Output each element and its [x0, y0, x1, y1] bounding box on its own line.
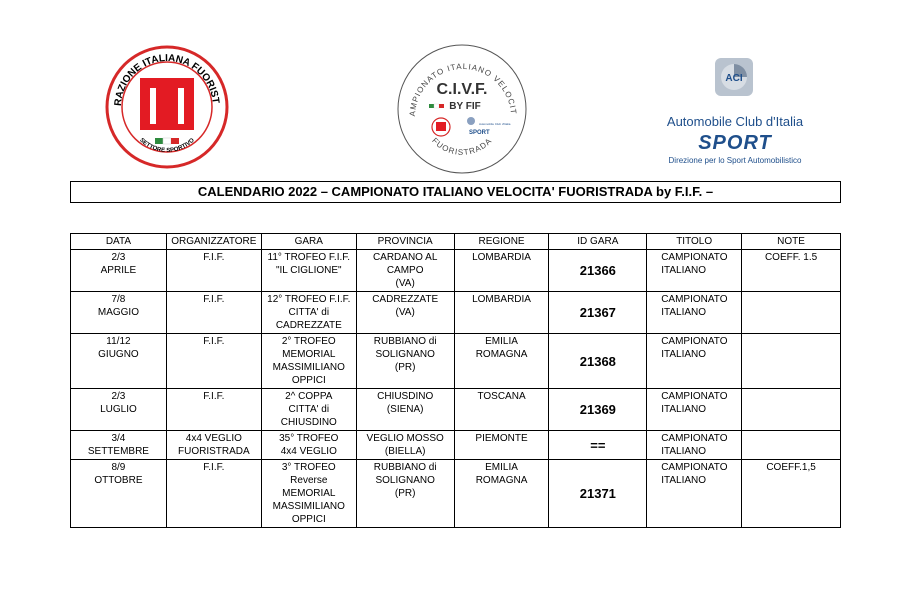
column-header: PROVINCIA — [356, 234, 454, 250]
cell-line: (BIELLA) — [384, 446, 426, 457]
province-cell — [356, 389, 454, 431]
cell-line: CAMPO — [386, 265, 424, 276]
cell-line: "IL CIGLIONE" — [275, 265, 342, 276]
civf-by-text: BY FIF — [449, 101, 481, 112]
cell-line: CAMPIONATO — [661, 462, 728, 473]
race-id-cell: == — [549, 431, 647, 460]
region-cell — [454, 389, 549, 431]
region-cell — [454, 334, 549, 389]
cell-line: MEMORIAL — [282, 488, 336, 499]
title-cell — [647, 250, 742, 292]
date-cell — [71, 460, 167, 528]
cell-line: CADREZZATE — [372, 294, 439, 305]
table-row — [71, 431, 841, 460]
organizer-cell — [166, 292, 261, 334]
cell-line: CAMPIONATO — [661, 391, 728, 402]
notes-cell — [742, 460, 841, 528]
cell-line: TOSCANA — [477, 391, 526, 402]
cell-line: MAGGIO — [97, 307, 139, 318]
race-cell — [261, 334, 356, 389]
civf-name: C.I.V.F. — [436, 81, 488, 98]
cell-line: CARDANO AL — [372, 252, 438, 263]
cell-line: ROMAGNA — [475, 475, 528, 486]
fif-ring-top-text: RAZIONE ITALIANA FUORIST — [112, 52, 221, 107]
notes-cell — [742, 389, 841, 431]
cell-line: 3° TROFEO — [281, 462, 336, 473]
cell-line: 2/3 — [111, 252, 126, 263]
cell-line: ITALIANO — [661, 475, 707, 486]
cell-line: PIEMONTE — [475, 433, 528, 444]
date-cell — [71, 292, 167, 334]
cell-line: CAMPIONATO — [661, 252, 728, 263]
cell-line: EMILIA — [485, 336, 518, 347]
civf-aci-small: Automobile Club d'Italia — [479, 122, 511, 126]
table-row — [71, 250, 841, 292]
cell-line: (VA) — [395, 307, 415, 318]
cell-line: F.I.F. — [203, 391, 225, 402]
title-cell — [647, 460, 742, 528]
cell-line: ITALIANO — [661, 446, 707, 457]
cell-line: OTTOBRE — [94, 475, 143, 486]
province-cell — [356, 292, 454, 334]
cell-line: F.I.F. — [203, 294, 225, 305]
table-body — [71, 250, 841, 528]
cell-line: 35° TROFEO — [279, 433, 339, 444]
race-id-cell: 21369 — [549, 389, 647, 431]
column-header: ID GARA — [549, 234, 647, 250]
cell-line: CAMPIONATO — [661, 294, 728, 305]
cell-line: GIUGNO — [98, 349, 139, 360]
fif-ring-bottom-text: SETTORE SPORTIVO — [138, 137, 196, 155]
cell-line: CAMPIONATO — [661, 336, 728, 347]
cell-line: 7/8 — [111, 294, 126, 305]
cell-line: ITALIANO — [661, 404, 707, 415]
cell-line: APRILE — [100, 265, 137, 276]
organizer-cell — [166, 389, 261, 431]
region-cell — [454, 250, 549, 292]
cell-line: MASSIMILIANO — [272, 501, 345, 512]
cell-line: CITTA' di — [288, 307, 330, 318]
date-cell — [71, 431, 167, 460]
organizer-cell — [166, 250, 261, 292]
cell-line: ROMAGNA — [475, 349, 528, 360]
cell-line: COEFF. 1.5 — [764, 252, 818, 263]
cell-line: CHIUSDINO — [280, 417, 337, 428]
cell-line: SETTEMBRE — [87, 446, 149, 457]
cell-line: CADREZZATE — [275, 320, 342, 331]
calendar-table — [70, 233, 841, 528]
notes-cell — [742, 250, 841, 292]
column-header: DATA — [71, 234, 167, 250]
race-cell — [261, 431, 356, 460]
cell-line: 12° TROFEO F.I.F. — [267, 294, 351, 305]
cell-line: 11° TROFEO F.I.F. — [267, 252, 351, 263]
cell-line: Reverse — [290, 475, 328, 486]
cell-line: 4x4 VEGLIO — [280, 446, 337, 457]
title-cell — [647, 292, 742, 334]
cell-line: CHIUSDINO — [377, 391, 434, 402]
fif-logo — [104, 44, 230, 170]
table-row — [71, 292, 841, 334]
region-cell — [454, 292, 549, 334]
aci-logo — [655, 54, 815, 174]
cell-line: (SIENA) — [386, 404, 424, 415]
cell-line: LOMBARDIA — [472, 252, 531, 263]
cell-line: COEFF.1,5 — [766, 462, 816, 473]
date-cell — [71, 250, 167, 292]
cell-line: SOLIGNANO — [375, 475, 435, 486]
column-header: REGIONE — [454, 234, 549, 250]
cell-line: ITALIANO — [661, 265, 707, 276]
race-cell — [261, 389, 356, 431]
title-cell — [647, 334, 742, 389]
column-header: GARA — [261, 234, 356, 250]
civf-ring-top-text: AMPIONATO ITALIANO VELOCIT — [407, 61, 518, 117]
notes-cell — [742, 431, 841, 460]
province-cell — [356, 334, 454, 389]
cell-line: RUBBIANO di — [373, 336, 437, 347]
cell-line: MEMORIAL — [282, 349, 336, 360]
civf-logo — [395, 42, 529, 176]
race-cell — [261, 292, 356, 334]
notes-cell — [742, 334, 841, 389]
province-cell — [356, 250, 454, 292]
table-row — [71, 460, 841, 528]
cell-line: 8/9 — [111, 462, 126, 473]
race-id-cell: 21368 — [549, 334, 647, 389]
race-cell — [261, 460, 356, 528]
table-header-row — [71, 234, 841, 250]
cell-line: LOMBARDIA — [472, 294, 531, 305]
table-row — [71, 334, 841, 389]
cell-line: 3/4 — [111, 433, 126, 444]
title-cell — [647, 389, 742, 431]
organizer-cell — [166, 460, 261, 528]
cell-line: FUORISTRADA — [178, 446, 250, 457]
cell-line: LUGLIO — [100, 404, 137, 415]
title-cell — [647, 431, 742, 460]
organizer-cell — [166, 431, 261, 460]
page-title: CALENDARIO 2022 – CAMPIONATO ITALIANO VELOCITA' FUORISTRADA by F.I.F. – — [70, 181, 841, 203]
cell-line: CITTA' di — [288, 404, 330, 415]
cell-line: ITALIANO — [661, 307, 707, 318]
aci-name: Automobile Club d'Italia — [666, 114, 804, 129]
aci-sport: SPORT — [698, 132, 772, 154]
column-header: TITOLO — [647, 234, 742, 250]
cell-line: F.I.F. — [203, 336, 225, 347]
cell-line: (PR) — [394, 362, 416, 373]
cell-line: CAMPIONATO — [661, 433, 728, 444]
date-cell — [71, 334, 167, 389]
race-id-cell: 21371 — [549, 460, 647, 528]
cell-line: RUBBIANO di — [373, 462, 437, 473]
column-header: NOTE — [742, 234, 841, 250]
notes-cell — [742, 292, 841, 334]
region-cell — [454, 431, 549, 460]
race-cell — [261, 250, 356, 292]
aci-subtitle: Direzione per lo Sport Automobilistico — [668, 156, 802, 165]
civf-ring-bottom-text: FUORISTRADA — [430, 136, 494, 157]
cell-line: F.I.F. — [203, 462, 225, 473]
date-cell — [71, 389, 167, 431]
aci-badge-text: ACI — [725, 73, 743, 84]
cell-line: 2/3 — [111, 391, 126, 402]
cell-line: (PR) — [394, 488, 416, 499]
cell-line: MASSIMILIANO — [272, 362, 345, 373]
region-cell — [454, 460, 549, 528]
race-id-cell: 21366 — [549, 250, 647, 292]
cell-line: OPPICI — [291, 514, 326, 525]
cell-line: 11/12 — [106, 336, 131, 347]
province-cell — [356, 431, 454, 460]
civf-sport-small: SPORT — [469, 130, 490, 136]
cell-line: ITALIANO — [661, 349, 707, 360]
table-row — [71, 389, 841, 431]
cell-line: (VA) — [395, 278, 415, 289]
race-id-cell: 21367 — [549, 292, 647, 334]
column-header: ORGANIZZATORE — [166, 234, 261, 250]
cell-line: OPPICI — [291, 375, 326, 386]
cell-line: SOLIGNANO — [375, 349, 435, 360]
cell-line: 2^ COPPA — [285, 391, 333, 402]
cell-line: F.I.F. — [203, 252, 225, 263]
cell-line: 2° TROFEO — [281, 336, 336, 347]
province-cell — [356, 460, 454, 528]
cell-line: VEGLIO MOSSO — [366, 433, 444, 444]
cell-line: EMILIA — [485, 462, 518, 473]
organizer-cell — [166, 334, 261, 389]
cell-line: 4x4 VEGLIO — [185, 433, 242, 444]
